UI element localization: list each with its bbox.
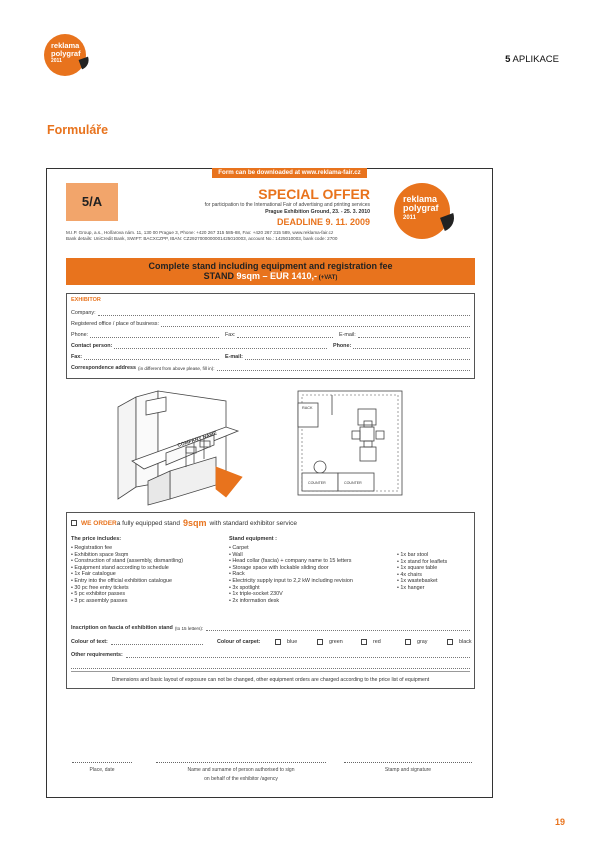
registered-office-label: Registered office / place of business:: [71, 321, 159, 327]
stand-equipment-item: • 1x triple-socket 230V: [229, 591, 353, 598]
other-requirements-field[interactable]: [71, 652, 470, 658]
fax2-label: Fax:: [71, 354, 83, 360]
phone-field[interactable]: [71, 329, 219, 338]
price-includes-item: • Entry into the official exhibition catalogue: [71, 578, 183, 585]
stand-equipment-item: • 1x square table: [397, 565, 447, 572]
price-includes-item: • Equipment stand according to schedule: [71, 565, 183, 572]
page-number: 19: [554, 817, 565, 827]
stand-equipment-item: • 1x hanger: [397, 585, 447, 592]
counter-label-2: COUNTER: [344, 481, 362, 485]
order-line: [71, 518, 297, 528]
email-field[interactable]: [339, 329, 470, 338]
price-includes-item: • 3 pc assembly passes: [71, 598, 183, 605]
stand-offer-line: Complete stand including equipment and registration fee: [148, 261, 393, 271]
authorised-person-signature[interactable]: [156, 762, 326, 782]
bank-details: Bank details: UniCredit Bank, SWIFT: BACXCZPP, IBAN: CZ2927000000001425010003, account No.: 1425010003, bank code: 2700: [66, 236, 338, 242]
inscription-label: Inscription on fascia of exhibition stand: [71, 625, 173, 631]
carpet-option-blue[interactable]: [275, 639, 297, 645]
price-includes-item: • Construction of stand (assembly, dismantling): [71, 558, 183, 565]
stamp-signature[interactable]: [344, 762, 472, 773]
carpet-option-label: black: [459, 639, 472, 645]
inscription-field[interactable]: [71, 625, 470, 631]
divider: [71, 671, 470, 672]
email2-field[interactable]: [225, 351, 470, 360]
other-requirements-line-2[interactable]: [71, 663, 470, 669]
stand-vat: (+VAT): [317, 275, 338, 281]
stand-equipment-item: • Carpet: [229, 545, 353, 552]
form-logo-year: 2011: [403, 215, 417, 221]
email2-label: E-mail:: [225, 354, 243, 360]
inscription-note: (to 15 letters):: [174, 626, 204, 631]
page-title: Formuláře: [47, 123, 109, 137]
price-includes-title: The price includes:: [71, 536, 122, 542]
price-includes-item: • Registration fee: [71, 545, 183, 552]
price-includes-item: • 30 pc free entry tickets: [71, 585, 183, 592]
correspondence-field[interactable]: [71, 362, 470, 371]
fax-label: Fax:: [225, 332, 236, 338]
authorised-name-label: Name and surname of person authorised to sign: [187, 767, 295, 773]
contact-person-label: Contact person:: [71, 343, 113, 349]
offer-subtitle: for participation to the International Fair of advertising and printing services: [204, 202, 370, 208]
offer-title: SPECIAL OFFER: [258, 186, 370, 202]
logo-curl-icon: [79, 57, 92, 70]
correspondence-label: Correspondence address: [71, 365, 137, 371]
download-banner: Form can be downloaded at www.reklama-fair.cz: [212, 168, 367, 178]
stand-equipment-item: • 3x spotlight: [229, 585, 353, 592]
place-date-signature[interactable]: [72, 762, 132, 773]
carpet-option-label: green: [329, 639, 343, 645]
logo-line-1: reklama: [51, 41, 80, 50]
carpet-option-label: gray: [417, 639, 428, 645]
stand-equipment-item: • Storage space with lockable sliding door: [229, 565, 353, 572]
stand-equipment-item: • 1x wastebasket: [397, 578, 447, 585]
company-address: M.I.P. Group, a.s., Holľarova nám. 11, 130 00 Prague 3, Phone: +420 267 315 585-88, Fax: +420 267 315 589, www.reklama-fair.cz: [66, 230, 334, 235]
colour-of-carpet-label: [217, 639, 260, 645]
stand-equipment-item: • 1x bar stool: [397, 552, 447, 559]
stand-equipment-item: • 4x chairs: [397, 572, 447, 579]
stand-equipment-item: • Head collar (fascia) + company name to 15 letters: [229, 558, 353, 565]
other-requirements-label: Other requirements:: [71, 652, 123, 658]
logo-year: 2011: [51, 58, 62, 64]
form-logo: [394, 183, 450, 239]
form-logo-line-2: polygraf: [403, 203, 439, 213]
fax-field[interactable]: [225, 329, 333, 338]
colour-carpet-text: Colour of carpet:: [217, 639, 261, 645]
email-label: E-mail:: [339, 332, 356, 338]
stand-prefix: STAND: [203, 271, 237, 281]
stand-floor-plan: [292, 385, 408, 501]
authorised-behalf-label: on behalf of the exhibitor /agency: [204, 776, 278, 782]
carpet-option-label: blue: [287, 639, 298, 645]
dimensions-note: Dimensions and basic layout of exposure can not be changed, other equipment orders are charged according to the price list of equipment: [111, 677, 430, 683]
order-size: 9sqm: [183, 518, 207, 528]
place-date-label: Place, date: [89, 767, 115, 773]
order-checkbox[interactable]: [71, 520, 77, 526]
price-includes-item: • Exhibition space 9sqm: [71, 552, 183, 559]
contact-person-field[interactable]: [71, 340, 327, 349]
price-includes-item: • 1x Fair catalogue: [71, 571, 183, 578]
carpet-option-label: red: [373, 639, 381, 645]
colour-text-label: Colour of text:: [71, 639, 108, 645]
price-includes-list: [71, 545, 183, 604]
registered-office-field[interactable]: [71, 318, 470, 327]
stand-equipment-item: • Electricity supply input to 2,2 kW including revision: [229, 578, 353, 585]
section-label: [505, 54, 559, 65]
stamp-label: Stamp and signature: [384, 767, 432, 773]
order-text-1: a fully equipped stand: [116, 519, 180, 527]
contact-phone-label: Phone:: [333, 343, 352, 349]
company-info: [66, 230, 396, 243]
carpet-option-gray[interactable]: [405, 639, 428, 645]
company-label: Company:: [71, 310, 96, 316]
form-code: 5/A: [66, 183, 118, 221]
stand-price-value: 9sqm – EUR 1410,-: [236, 271, 318, 281]
stand-price: [66, 271, 475, 281]
exhibitor-section: [66, 293, 475, 379]
deadline: DEADLINE 9. 11. 2009: [276, 217, 370, 227]
company-name-label: COMPANY NAME: [176, 430, 218, 449]
stand-equipment-item: • Rack: [229, 571, 353, 578]
colour-row: [71, 639, 471, 648]
carpet-option-black[interactable]: [447, 639, 472, 645]
logo-line-2: polygraf: [51, 48, 81, 58]
stand-axonometric-drawing: [108, 387, 258, 507]
stand-equipment-title: Stand equipment :: [229, 536, 277, 542]
stand-equipment-list: [229, 545, 353, 604]
stand-equipment-item: • 2x information desk: [229, 598, 353, 605]
counter-label-1: COUNTER: [308, 481, 326, 485]
stand-equipment-list-2: [397, 552, 447, 592]
exhibitor-title: EXHIBITOR: [71, 297, 101, 303]
correspondence-note: (in different from above please, fill in):: [138, 366, 215, 371]
form-logo-line-1: reklama: [403, 194, 438, 204]
company-field[interactable]: [71, 307, 470, 316]
fax2-field[interactable]: [71, 351, 219, 360]
stand-offer-bar: [66, 258, 475, 285]
carpet-option-red[interactable]: [361, 639, 381, 645]
price-includes-item: • 5 pc exhibitor passes: [71, 591, 183, 598]
we-order-label: WE ORDER: [81, 519, 117, 527]
order-section: [66, 512, 475, 689]
section-number: 5: [505, 54, 511, 65]
carpet-option-green[interactable]: [317, 639, 343, 645]
rack-label: RACK: [302, 406, 313, 410]
colour-of-text-field[interactable]: [71, 639, 203, 645]
order-text-2: with standard exhibitor service: [209, 519, 297, 527]
stand-equipment-item: • Wall: [229, 552, 353, 559]
section-name: APLIKACE: [512, 54, 559, 65]
contact-phone-field[interactable]: [333, 340, 470, 349]
phone-label: Phone:: [71, 332, 89, 338]
reklama-polygraf-logo: [44, 34, 86, 76]
stand-equipment-item: • 1x stand for leaflets: [397, 559, 447, 566]
offer-venue: Prague Exhibition Ground, 23. - 25. 3. 2010: [265, 209, 370, 215]
